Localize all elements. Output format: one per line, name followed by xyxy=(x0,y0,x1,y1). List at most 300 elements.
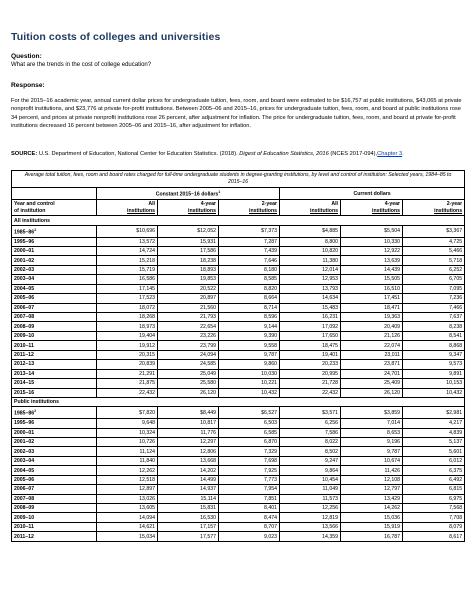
value-cell: 4,725 xyxy=(403,237,465,246)
year-label: 2009–10 xyxy=(14,514,35,521)
question-label: Question: xyxy=(11,53,42,60)
year-label: 2013–14 xyxy=(14,370,35,377)
value-cell: 9,891 xyxy=(403,369,465,378)
value-cell: 17,451 xyxy=(341,294,403,303)
year-cell xyxy=(12,485,97,494)
value-cell: 18,471 xyxy=(341,303,403,312)
value-cell: 12,806 xyxy=(158,447,219,456)
value-cell: 15,034 xyxy=(97,532,158,541)
value-cell: 24,094 xyxy=(158,350,219,359)
col-header-text: institutions xyxy=(188,207,216,214)
table-row xyxy=(12,456,465,465)
year-cell xyxy=(12,437,97,446)
value-cell: 14,499 xyxy=(158,475,219,484)
table-row xyxy=(12,513,465,522)
year-cell xyxy=(12,447,97,456)
value-cell: 7,095 xyxy=(403,284,465,293)
col-header-text: 4-year xyxy=(200,201,216,208)
value-cell: 10,330 xyxy=(341,237,403,246)
value-cell: 11,840 xyxy=(97,456,158,465)
value-cell: 8,596 xyxy=(219,313,280,322)
year-label: 2011–12 xyxy=(14,533,34,540)
table-row xyxy=(12,428,465,437)
response-label: Response: xyxy=(11,82,45,89)
value-cell: 16,231 xyxy=(280,313,341,322)
year-cell xyxy=(12,428,97,437)
table-row xyxy=(12,532,465,541)
value-cell: 9,347 xyxy=(403,350,465,359)
value-cell: 6,705 xyxy=(403,275,465,284)
value-cell: 17,523 xyxy=(97,294,158,303)
response-paragraph: For the 2015–16 academic year, annual current dollar prices for undergraduate tuition, fees, room, and board were estimated to be $16,757 at public institutions, $43,065 at private nonprofit institutions, and $23,776 at private for-profit institutions. Between 2005–06 and 2015–16, prices for undergraduate tuition, fees, room, and board at public institutions rose 34 percent, and prices at private nonprofit institutions rose 26 percent, after adjustment for inflation. The price for undergraduate tuition, fees, room, and board at private for-profit institutions decreased 16 percent between 2005–06 and 2015–16, after adjustment for inflation. xyxy=(11,98,462,130)
value-cell: 12,953 xyxy=(280,275,341,284)
year-label: 2001–02 xyxy=(14,439,35,446)
value-cell: 16,586 xyxy=(97,275,158,284)
value-cell: 7,439 xyxy=(219,246,280,255)
col-header-const-all xyxy=(97,200,158,216)
value-cell: 20,409 xyxy=(341,322,403,331)
value-cell: 8,820 xyxy=(219,284,280,293)
value-cell: $3,367 xyxy=(403,225,465,237)
year-cell xyxy=(12,225,97,237)
col-header-const-4yr xyxy=(158,200,219,216)
col-header-text: institutions xyxy=(372,207,400,214)
year-label: 2004–05 xyxy=(14,467,35,474)
table-row xyxy=(12,485,465,494)
source-end: . xyxy=(402,151,404,157)
value-cell: 12,922 xyxy=(341,246,403,255)
value-cell: 7,925 xyxy=(219,466,280,475)
value-cell: 14,937 xyxy=(158,485,219,494)
value-cell: 23,799 xyxy=(158,341,219,350)
value-cell: 18,973 xyxy=(97,322,158,331)
table-row xyxy=(12,294,465,303)
value-cell: 20,315 xyxy=(97,350,158,359)
col-header-text: 4-year xyxy=(384,201,400,208)
table-row xyxy=(12,225,465,237)
header-spacer xyxy=(12,188,97,200)
value-cell: 26,120 xyxy=(341,388,403,397)
value-cell: 21,126 xyxy=(341,331,403,340)
year-cell xyxy=(12,303,97,312)
value-cell: 12,518 xyxy=(97,475,158,484)
year-label: 2010–11 xyxy=(14,342,34,349)
year-cell xyxy=(12,504,97,513)
value-cell: 8,800 xyxy=(280,237,341,246)
value-cell: 15,483 xyxy=(280,303,341,312)
value-cell: 9,648 xyxy=(97,419,158,428)
value-cell: 8,502 xyxy=(280,447,341,456)
value-cell: 17,650 xyxy=(280,331,341,340)
value-cell: 8,079 xyxy=(403,522,465,531)
value-cell: $2,981 xyxy=(403,407,465,419)
value-cell: 14,634 xyxy=(280,294,341,303)
year-cell xyxy=(12,522,97,531)
year-label: 1985–86 xyxy=(14,411,35,418)
year-label: 2004–05 xyxy=(14,285,35,292)
value-cell: 12,262 xyxy=(97,466,158,475)
value-cell: 11,776 xyxy=(158,428,219,437)
value-cell: 7,014 xyxy=(341,419,403,428)
year-cell xyxy=(12,379,97,388)
year-cell xyxy=(12,407,97,419)
value-cell: 25,580 xyxy=(158,379,219,388)
table-row xyxy=(12,284,465,293)
value-cell: 6,870 xyxy=(219,437,280,446)
value-cell: 4,217 xyxy=(403,419,465,428)
table-row xyxy=(12,466,465,475)
value-cell: 8,653 xyxy=(341,428,403,437)
year-label: 2005–06 xyxy=(14,476,35,483)
year-cell xyxy=(12,275,97,284)
year-cell xyxy=(12,360,97,369)
value-cell: 13,668 xyxy=(158,456,219,465)
value-cell: 24,701 xyxy=(341,369,403,378)
value-cell: 9,196 xyxy=(341,437,403,446)
value-cell: 23,871 xyxy=(341,360,403,369)
value-cell: 7,708 xyxy=(403,513,465,522)
value-cell: 7,646 xyxy=(219,256,280,265)
col-header-text: 2-year xyxy=(261,201,277,208)
chapter-link[interactable]: Chapter 3 xyxy=(377,151,403,157)
year-label: 2003–04 xyxy=(14,458,35,465)
table-row xyxy=(12,246,465,255)
value-cell: 13,793 xyxy=(280,284,341,293)
section-label: Public institutions xyxy=(12,397,465,406)
value-cell: 10,817 xyxy=(158,419,219,428)
value-cell: $8,449 xyxy=(158,407,219,419)
value-cell: 12,819 xyxy=(280,513,341,522)
year-header-line2: of institution xyxy=(14,207,46,214)
value-cell: 9,860 xyxy=(219,360,280,369)
value-cell: 16,530 xyxy=(158,513,219,522)
year-cell xyxy=(12,237,97,246)
year-label: 2000–01 xyxy=(14,248,35,255)
col-header-text: institutions xyxy=(127,207,155,214)
value-cell: 7,586 xyxy=(280,428,341,437)
value-cell: 26,120 xyxy=(158,388,219,397)
table-row xyxy=(12,504,465,513)
value-cell: 9,864 xyxy=(280,466,341,475)
value-cell: 22,432 xyxy=(280,388,341,397)
year-label: 2000–01 xyxy=(14,429,35,436)
value-cell: 7,773 xyxy=(219,475,280,484)
col-header-text: All xyxy=(331,201,338,208)
value-cell: 8,585 xyxy=(219,275,280,284)
value-cell: 17,157 xyxy=(158,522,219,531)
value-cell: 16,510 xyxy=(341,284,403,293)
section-row xyxy=(12,397,465,406)
value-cell: 15,931 xyxy=(158,237,219,246)
value-cell: 14,094 xyxy=(97,513,158,522)
table-row xyxy=(12,322,465,331)
source-publication: Digest of Education Statistics, 2016 xyxy=(239,151,329,157)
value-cell: 22,432 xyxy=(97,388,158,397)
value-cell: 8,541 xyxy=(403,331,465,340)
value-cell: 20,995 xyxy=(280,369,341,378)
value-cell: 8,868 xyxy=(403,341,465,350)
value-cell: 9,144 xyxy=(219,322,280,331)
value-cell: 6,815 xyxy=(403,485,465,494)
value-cell: 9,573 xyxy=(403,360,465,369)
year-cell xyxy=(12,265,97,274)
year-cell xyxy=(12,294,97,303)
table-row xyxy=(12,275,465,284)
value-cell: $12,052 xyxy=(158,225,219,237)
value-cell: 8,401 xyxy=(219,504,280,513)
value-cell: 19,363 xyxy=(341,313,403,322)
value-cell: 12,014 xyxy=(280,265,341,274)
value-cell: 12,797 xyxy=(341,485,403,494)
table-caption: Average total tuition, fees, room and board rates charged for full-time undergraduate students in degree-granting institutions, by level and control of institution: Selected years, 1984–85 to 2015–16 xyxy=(12,171,465,188)
source-ref: (NCES 2017-094), xyxy=(330,151,378,157)
value-cell: 8,617 xyxy=(403,532,465,541)
section-label: All institutions xyxy=(12,216,465,225)
year-header-line1: Year and control xyxy=(14,201,55,208)
value-cell: 8,022 xyxy=(280,437,341,446)
value-cell: 21,291 xyxy=(97,369,158,378)
value-cell: 10,324 xyxy=(97,428,158,437)
value-cell: 5,601 xyxy=(403,447,465,456)
value-cell: 12,297 xyxy=(158,437,219,446)
table-row xyxy=(12,494,465,503)
year-label: 2015–16 xyxy=(14,389,35,396)
year-label: 2010–11 xyxy=(14,524,34,531)
table-row xyxy=(12,265,465,274)
year-label: 2012–13 xyxy=(14,361,35,368)
value-cell: 20,897 xyxy=(158,294,219,303)
value-cell: 17,586 xyxy=(158,246,219,255)
value-cell: $7,373 xyxy=(219,225,280,237)
table-row xyxy=(12,407,465,419)
year-label: 2001–02 xyxy=(14,257,35,264)
value-cell: 12,897 xyxy=(97,485,158,494)
value-cell: 15,831 xyxy=(158,504,219,513)
value-cell: 5,718 xyxy=(403,256,465,265)
year-cell xyxy=(12,256,97,265)
section-row xyxy=(12,216,465,225)
year-column-header xyxy=(12,200,97,216)
value-cell: 21,793 xyxy=(158,313,219,322)
value-cell: 14,439 xyxy=(341,265,403,274)
value-cell: $4,885 xyxy=(280,225,341,237)
value-cell: 10,030 xyxy=(219,369,280,378)
value-cell: 21,728 xyxy=(280,379,341,388)
year-label: 2008–09 xyxy=(14,323,35,330)
value-cell: 7,637 xyxy=(403,313,465,322)
value-cell: 18,238 xyxy=(158,256,219,265)
value-cell: 11,124 xyxy=(97,447,158,456)
year-cell xyxy=(12,322,97,331)
value-cell: 6,256 xyxy=(280,419,341,428)
table-row xyxy=(12,522,465,531)
year-label: 2011–12 xyxy=(14,351,34,358)
value-cell: 9,787 xyxy=(341,447,403,456)
value-cell: 8,180 xyxy=(219,265,280,274)
year-label: 2002–03 xyxy=(14,267,35,274)
value-cell: 15,114 xyxy=(158,494,219,503)
value-cell: 10,153 xyxy=(403,379,465,388)
value-cell: 16,787 xyxy=(341,532,403,541)
value-cell: 8,238 xyxy=(403,322,465,331)
constant-dollars-label: Constant 2015–16 dollars xyxy=(155,192,219,199)
value-cell: 11,426 xyxy=(341,466,403,475)
table-row xyxy=(12,313,465,322)
value-cell: 6,012 xyxy=(403,456,465,465)
value-cell: 12,256 xyxy=(280,504,341,513)
table-row xyxy=(12,437,465,446)
value-cell: 7,236 xyxy=(403,294,465,303)
source-text: U.S. Department of Education, National Center for Education Statistics. (2018). xyxy=(38,151,238,157)
value-cell: 19,853 xyxy=(158,275,219,284)
value-cell: 15,036 xyxy=(341,513,403,522)
value-cell: 18,475 xyxy=(280,341,341,350)
col-header-text: 2-year xyxy=(446,201,463,208)
value-cell: 13,429 xyxy=(341,494,403,503)
value-cell: 7,954 xyxy=(219,485,280,494)
value-cell: 21,560 xyxy=(158,303,219,312)
value-cell: 8,474 xyxy=(219,513,280,522)
table-row xyxy=(12,256,465,265)
value-cell: $6,527 xyxy=(219,407,280,419)
value-cell: 11,049 xyxy=(280,485,341,494)
value-cell: $7,820 xyxy=(97,407,158,419)
value-cell: 25,049 xyxy=(158,369,219,378)
value-cell: 7,329 xyxy=(219,447,280,456)
year-label: 2007–08 xyxy=(14,495,35,502)
value-cell: 8,664 xyxy=(219,294,280,303)
col-header-text: institutions xyxy=(434,207,463,214)
value-cell: 10,432 xyxy=(219,388,280,397)
value-cell: 11,573 xyxy=(280,494,341,503)
value-cell: 15,919 xyxy=(341,522,403,531)
year-cell xyxy=(12,475,97,484)
value-cell: 5,466 xyxy=(403,246,465,255)
value-cell: 10,820 xyxy=(280,246,341,255)
value-cell: 18,893 xyxy=(158,265,219,274)
year-cell xyxy=(12,246,97,255)
value-cell: 6,585 xyxy=(219,428,280,437)
value-cell: 14,621 xyxy=(97,522,158,531)
table-row xyxy=(12,388,465,397)
year-label: 2014–15 xyxy=(14,380,35,387)
year-cell xyxy=(12,388,97,397)
table-row xyxy=(12,369,465,378)
table-row xyxy=(12,237,465,246)
value-cell: 10,726 xyxy=(97,437,158,446)
value-cell: 14,262 xyxy=(341,504,403,513)
year-label: 2002–03 xyxy=(14,448,35,455)
value-cell: 13,566 xyxy=(280,522,341,531)
question-text: What are the trends in the cost of college education? xyxy=(11,62,152,68)
year-cell xyxy=(12,494,97,503)
year-footnote: 2 xyxy=(34,409,37,414)
value-cell: 6,492 xyxy=(403,475,465,484)
col-header-text: institutions xyxy=(310,207,338,214)
value-cell: 7,851 xyxy=(219,494,280,503)
value-cell: 6,975 xyxy=(403,494,465,503)
value-cell: 8,707 xyxy=(219,522,280,531)
year-cell xyxy=(12,350,97,359)
year-cell xyxy=(12,284,97,293)
value-cell: 19,912 xyxy=(97,341,158,350)
value-cell: 15,505 xyxy=(341,275,403,284)
value-cell: 10,432 xyxy=(403,388,465,397)
value-cell: 15,719 xyxy=(97,265,158,274)
constant-dollars-footnote: 1 xyxy=(218,190,221,195)
value-cell: 23,011 xyxy=(341,350,403,359)
col-header-const-2yr xyxy=(219,200,280,216)
value-cell: 9,558 xyxy=(219,341,280,350)
year-label: 1985–86 xyxy=(14,229,35,236)
value-cell: 14,359 xyxy=(280,532,341,541)
value-cell: 14,202 xyxy=(158,466,219,475)
page-title: Tuition costs of colleges and universities xyxy=(11,31,221,43)
value-cell: 13,572 xyxy=(97,237,158,246)
col-header-curr-all xyxy=(280,200,341,216)
value-cell: 17,577 xyxy=(158,532,219,541)
value-cell: 20,233 xyxy=(280,360,341,369)
year-cell xyxy=(12,456,97,465)
value-cell: 20,839 xyxy=(97,360,158,369)
year-label: 1995–96 xyxy=(14,420,35,427)
value-cell: $5,504 xyxy=(341,225,403,237)
value-cell: 22,654 xyxy=(158,322,219,331)
value-cell: 4,839 xyxy=(403,428,465,437)
source-label: SOURCE: xyxy=(11,151,38,157)
value-cell: 9,787 xyxy=(219,350,280,359)
value-cell: 18,072 xyxy=(97,303,158,312)
value-cell: 5,137 xyxy=(403,437,465,446)
value-cell: 18,268 xyxy=(97,313,158,322)
table-row xyxy=(12,419,465,428)
year-label: 2006–07 xyxy=(14,304,35,311)
table-row xyxy=(12,303,465,312)
year-cell xyxy=(12,466,97,475)
value-cell: 7,698 xyxy=(219,456,280,465)
value-cell: 19,401 xyxy=(280,350,341,359)
col-header-text: All xyxy=(148,201,155,208)
value-cell: 9,390 xyxy=(219,331,280,340)
value-cell: 15,218 xyxy=(97,256,158,265)
value-cell: 10,221 xyxy=(219,379,280,388)
year-cell xyxy=(12,313,97,322)
value-cell: 9,247 xyxy=(280,456,341,465)
value-cell: 14,724 xyxy=(97,246,158,255)
table-row xyxy=(12,447,465,456)
value-cell: 13,605 xyxy=(97,504,158,513)
value-cell: 17,145 xyxy=(97,284,158,293)
value-cell: 10,674 xyxy=(341,456,403,465)
value-cell: 12,108 xyxy=(341,475,403,484)
value-cell: 20,522 xyxy=(158,284,219,293)
value-cell: $10,696 xyxy=(97,225,158,237)
table-row xyxy=(12,341,465,350)
year-cell xyxy=(12,331,97,340)
col-header-text: institutions xyxy=(249,207,277,214)
table-row xyxy=(12,360,465,369)
value-cell: 11,380 xyxy=(280,256,341,265)
value-cell: 13,639 xyxy=(341,256,403,265)
value-cell: 25,409 xyxy=(341,379,403,388)
tuition-table xyxy=(11,170,465,542)
value-cell: 7,466 xyxy=(403,303,465,312)
value-cell: 7,568 xyxy=(403,504,465,513)
value-cell: $3,859 xyxy=(341,407,403,419)
current-dollars-header: Current dollars xyxy=(280,188,465,200)
value-cell: 23,226 xyxy=(158,331,219,340)
year-cell xyxy=(12,341,97,350)
